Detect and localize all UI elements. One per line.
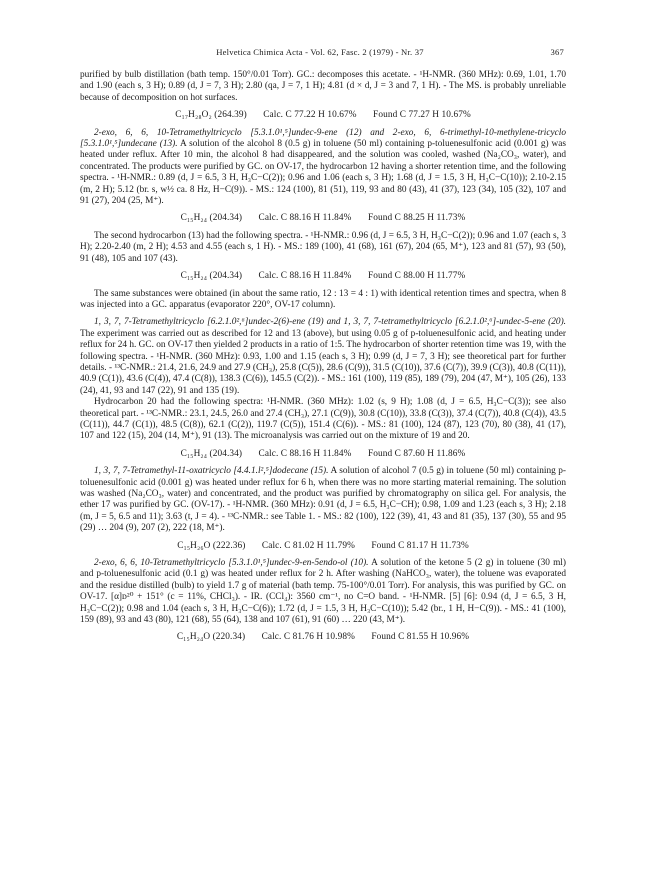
- found-values: Found C 81.17 H 11.73%: [371, 540, 469, 551]
- calc-values: Calc. C 88.16 H 11.84%: [258, 213, 352, 224]
- formula: C₁₅H₂₄ (204.34): [180, 213, 243, 224]
- paragraph-text: The second hydrocarbon (13) had the following spectra. - ¹H-NMR.: 0.96 (d, J = 6.5, 3 H, H₃C−C(2)); 0.96 and 1.07 (each s, 3 H); 2.20-2.40 (m, 2 H); 4.53 and 4.55 (each s, 1 H). - MS.: 189 (100), 41 (68), 161 (67), 204 (65, M⁺), 123 and 81 (57), 93 (50), 91 (48), 105 and 107 (43).: [80, 230, 566, 264]
- compound-title: 2-exo, 6, 6, 10-Tetramethyltricyclo [5.3.1.0¹,⁵]undec-9-ene (12) and 2-exo, 6, 6-trimethyl-10-methylene-tricyclo [5.3.1.0¹,⁵]undecane (13).: [80, 127, 566, 150]
- paragraph-continued: [80, 70, 566, 104]
- paragraph-text: A solution of the alcohol 8 (0.5 g) in toluene (50 ml) containing p-toluenesulfonic acid (0.001 g) was heated under reflux. After 10 min, the alcohol 8 had disappeared, and the solution was cooled, washed (Na₂CO₃, water), and concentrated. The products were purified by GC. on OV-17, the hydrocarbon 12 having a shorter retention time, and the following spectra. - ¹H-NMR.: 0.89 (d, J = 6.5, 3 H, H₃C−C(2)); 0.96 and 1.06 (each s, 3 H); 1.68 (d, J = 1.5, 3 H, H₃C−C(10)); 2.10-2.15 (m, 2 H); 5.12 (br. s, w½ ca. 8 Hz, H−C(9)). - MS.: 124 (100), 81 (51), 119, 93 and 80 (43), 41 (37), 123 (34), 105 (32), 107 and 91 (27), 204 (25, M⁺).: [80, 139, 566, 207]
- calc-values: Calc. C 81.02 H 11.79%: [261, 540, 355, 551]
- experimental-paragraph: [80, 231, 566, 265]
- combustion-analysis: [80, 213, 566, 224]
- journal-title: Helvetica Chimica Acta - Vol. 62, Fasc. 2 (1979) - Nr. 37: [216, 47, 424, 57]
- paragraph-text: purified by bulb distillation (bath temp. 150°/0.01 Torr). GC.: decomposes this acetate. - ¹H-NMR. (360 MHz): 0.69, 1.01, 1.70 and 1.90 (each s, 3 H); 0.89 (d, J = 7, 3 H); 2.80 (qa, J = 7, 1 H); 4.81 (d × d, J = 3 and 7, 1 H). - The MS. is probably unreliable because of decomposition on hot surfaces.: [80, 70, 566, 103]
- paragraph-text: Hydrocarbon 20 had the following spectra: ¹H-NMR. (360 MHz): 1.02 (s, 9 H); 1.08 (d, J = 6.5, H₃C−C(3)); see also theoretical part. - ¹³C-NMR.: 23.1, 24.5, 26.0 and 27.4 (CH₃), 27.1 (C(9)), 30.8 (C(10)), 33.8 (C(3)), 37.4 (C(7)), 40.8 (C(4)), 43.5 (C(11)), 44.7 (C(1)), 48.5 (C(8)), 62.1 (C(2)), 119.7 (C(5)), 151.4 (C(6)). - MS.: 81 (100), 124 (87), 123 (70), 80 (38), 41 (17), 107 and 122 (15), 204 (14, M⁺), 91 (13). The microanalysis was carried out on the mixture of 19 and 20.: [80, 397, 566, 442]
- formula: C₁₅H₂₄ (204.34): [180, 271, 243, 282]
- combustion-analysis: [80, 541, 566, 552]
- combustion-analysis: [80, 271, 566, 282]
- paragraph-text: A solution of alcohol 7 (0.5 g) in toluene (50 ml) containing p-toluenesulfonic acid (0.001 g) was heated under reflux for 6 h, when there was no more starting material remaining. The solution was washed (Na₂CO₃, water) and concentrated, and the product was purified by chromatography on silica gel. For analysis, the ether 17 was purified by GC. (OV-17). - ¹H-NMR. (360 MHz): 0.91 (d, J = 6.5, H₃C−CH); 0.98, 1.09 and 1.23 (each s, 3 H); 2.18 (m, J = 5, 6.5 and 11); 3.63 (t, J = 4). - ¹³C-NMR.: see Table 1. - MS.: 82 (100), 122 (39), 41, 43 and 81 (35), 137 (30), 55 and 95 (29) … 204 (9), 207 (2), 222 (18, M⁺).: [80, 466, 567, 534]
- found-values: Found C 88.00 H 11.77%: [367, 271, 466, 282]
- experimental-paragraph: [80, 317, 566, 397]
- formula: C₁₅H₂₆O (222.36): [177, 540, 246, 551]
- experimental-paragraph: [80, 466, 566, 534]
- compound-title: 1, 3, 7, 7-Tetramethyltricyclo [6.2.1.0²,⁶]undec-2(6)-ene (19) and 1, 3, 7, 7-tetramethyltricyclo [6.2.1.0²,⁶]-undec-5-ene (20).: [94, 317, 566, 328]
- experimental-paragraph: [80, 558, 566, 626]
- found-values: Found C 87.60 H 11.86%: [367, 448, 466, 459]
- found-values: Found C 77.27 H 10.67%: [373, 110, 471, 121]
- combustion-analysis: [80, 110, 566, 121]
- article-body: [80, 70, 566, 650]
- compound-title: 1, 3, 7, 7-Tetramethyl-11-oxatricyclo [4.4.1.l²,⁵]dodecane (15).: [94, 466, 329, 477]
- calc-values: Calc. C 77.22 H 10.67%: [263, 110, 357, 121]
- found-values: Found C 88.25 H 11.73%: [367, 213, 466, 224]
- formula: C₁₇H₂₈O₂ (264.39): [175, 110, 247, 121]
- calc-values: Calc. C 88.16 H 11.84%: [258, 448, 352, 459]
- formula: C₁₅H₂₄ (204.34): [180, 448, 243, 459]
- formula: C₁₅H₂₄O (220.34): [176, 632, 246, 643]
- compound-title: 2-exo, 6, 6, 10-Tetramethyltricyclo [5.3.1.0¹,⁵]undec-9-en-5endo-ol (10).: [94, 558, 369, 569]
- page-number: 367: [550, 47, 564, 57]
- calc-values: Calc. C 88.16 H 11.84%: [258, 271, 352, 282]
- experimental-paragraph: [80, 397, 566, 443]
- combustion-analysis: [80, 449, 566, 460]
- experimental-paragraph: [80, 128, 566, 208]
- paragraph-text: A solution of the ketone 5 (2 g) in toluene (30 ml) and p-toluenesulfonic acid (0.1 g) was heated under reflux for 2 h. After washing (NaHCO₃, water), the toluene was evaporated and the residue distilled (bulb) to yield 1.7 g of material (bath temp. 75-100°/0.01 Torr). For analysis, this was purified by GC. on OV-17. [α]ᴅ²⁰ + 151° (c = 11%, CHCl₃). - IR. (CCl₄): 3560 cm⁻¹, no C=O band. - ¹H-NMR. [5] [6]: 0.94 (d, J = 6.5, 3 H, H₃C−C(2)); 0.98 and 1.04 (each s, 3 H, H₃C−C(6)); 1.72 (d, J = 1.5, 3 H, H₃C−C(10)); 5.42 (br., 1 H, H−C(9)). - MS.: 41 (100), 159 (89), 93 and 43 (80), 121 (68), 55 (64), 138 and 107 (61), 91 (60) … 220 (43, M⁺).: [80, 558, 566, 626]
- experimental-paragraph: [80, 289, 566, 312]
- combustion-analysis: [80, 632, 566, 643]
- paragraph-text: The same substances were obtained (in about the same ratio, 12 : 13 = 4 : 1) with identical retention times and spectra, when 8 was injected into a GC. apparatus (evaporator 220°, OV-17 column).: [80, 288, 566, 310]
- found-values: Found C 81.55 H 10.96%: [371, 632, 470, 643]
- paragraph-text: The experiment was carried out as described for 12 and 13 (above), but using 0.05 g of p-toluenesulfonic acid, and heating under reflux for 24 h. GC. on OV-17 then yielded 2 products in a ratio of 1:5. The hydrocarbon of shorter retention time was 19, with the following spectra. - ¹H-NMR. (360 MHz): 0.93, 1.00 and 1.15 (each s, 3 H); 0.99 (d, J = 7, 3 H); see theoretical part for further details. - ¹³C-NMR.: 21.4, 21.6, 24.9 and 27.9 (CH₃), 25.8 (C(5)), 28.6 (C(9)), 31.5 (C(10)), 37.6 (C(7)), 39.9 (C(3)), 40.8 (C(11)), 40.9 (C(1)), 43.6 (C(4)), 47.4 (C(8)), 138.3 (C(6)), 145.5 (C(2)). - MS.: 161 (100), 119 (85), 189 (79), 204 (47, M⁺), 105 (26), 133 (24), 41, 93 and 147 (22), 91 and 135 (19).: [80, 328, 566, 396]
- calc-values: Calc. C 81.76 H 10.98%: [261, 632, 355, 643]
